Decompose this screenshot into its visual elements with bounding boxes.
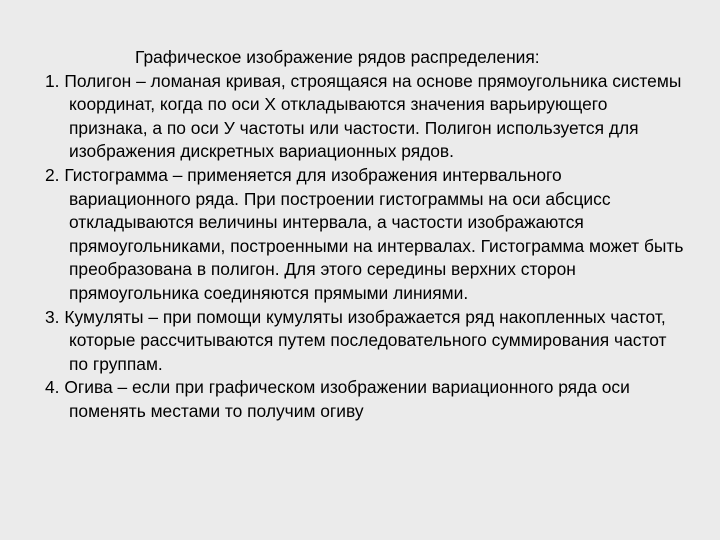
list-item-polygon [45, 70, 685, 164]
item-number: 3. [45, 306, 60, 327]
item-term-histogram: Гистограмма [64, 164, 168, 185]
list-item-histogram [45, 164, 685, 306]
item-text-histogram: – применяется для изображения интервального вариационного ряда. При построении гистограммы на оси абсцисс откладываются величины интервала, а частости изображаются прямоугольниками, построенными на интервалах. Гистограмма может быть преобразована в полигон. Для этого середины верхних сторон прямоугольника соединяются прямыми линиями. [69, 164, 684, 303]
item-text-ogive: – если при графическом изображении вариационного ряда оси поменять местами то получим огиву [69, 377, 630, 421]
slide-content [45, 46, 685, 424]
item-term-polygon: Полигон [64, 70, 132, 91]
list-item-ogive [45, 376, 685, 423]
item-number: 4. [45, 377, 60, 398]
item-text-cumulate: – при помощи кумуляты изображается ряд накопленных частот, которые рассчитываются путем последовательного суммирования частот по группам. [69, 306, 667, 374]
item-number: 1. [45, 70, 60, 91]
item-term-ogive: Огива [64, 377, 113, 398]
item-term-cumulate: Кумуляты [64, 306, 144, 327]
item-number: 2. [45, 164, 60, 185]
item-text-polygon: – ломаная кривая, строящаяся на основе прямоугольника системы координат, когда по оси Х откладываются значения варьирующего признака, а по оси У частоты или частости. Полигон используется для изображения дискретных вариационных рядов. [69, 70, 682, 162]
slide-heading: Графическое изображение рядов распределения: [135, 47, 540, 67]
list-item-cumulate [45, 306, 685, 377]
